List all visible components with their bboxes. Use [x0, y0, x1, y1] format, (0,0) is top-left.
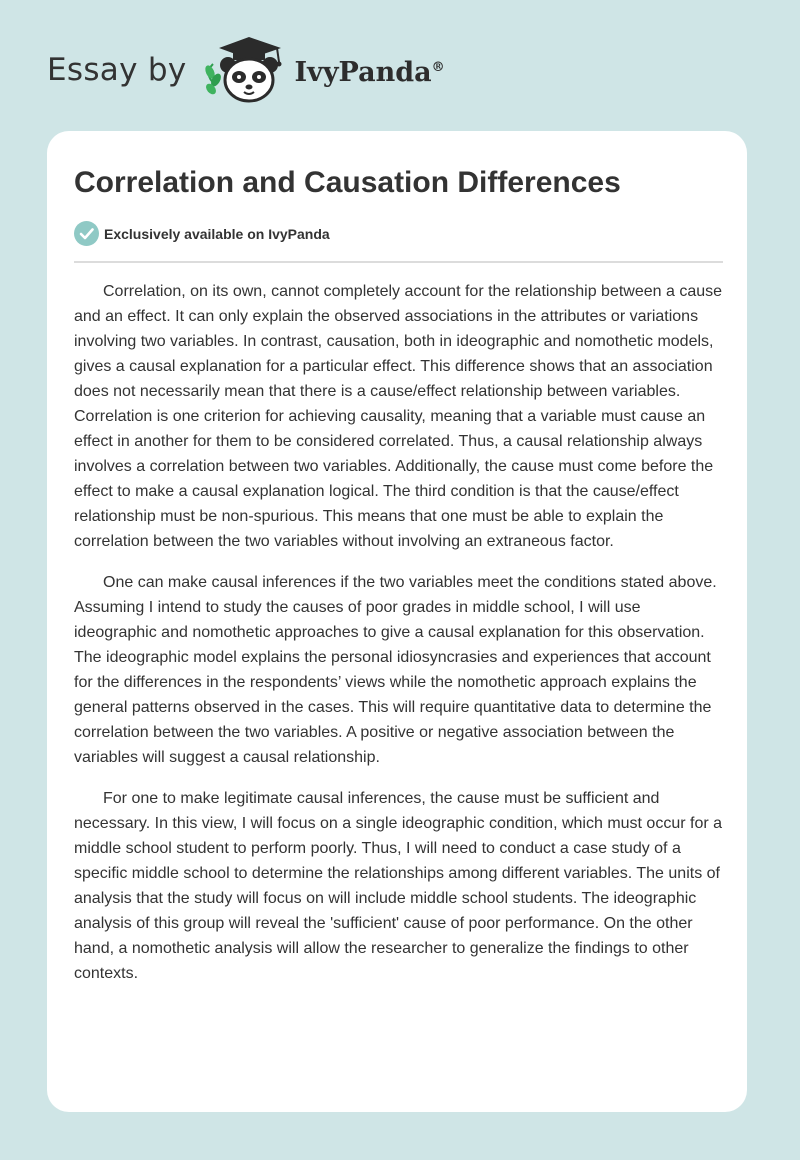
registered-mark: ®: [431, 59, 445, 75]
exclusive-badge-text: Exclusively available on IvyPanda: [104, 225, 330, 242]
exclusive-badge: [74, 221, 330, 246]
essay-title: Correlation and Causation Differences: [74, 166, 621, 199]
essay-card: [47, 131, 747, 1112]
essay-paragraph: Correlation, on its own, cannot completely account for the relationship between a cause and an effect. It can only explain the observed associations in the attributes or variations involving two variables. In contrast, causation, both in ideographic and nomothetic models, gives a causal explanation for a particular effect. This difference shows that an association does not necessarily mean that there is a cause/effect relationship between variables. Correlation is one criterion for achieving causality, meaning that a variable must cause an effect in another for them to be considered correlated. Thus, a causal relationship always involves a correlation between two variables. Additionally, the cause must come before the effect to make a causal explanation logical. The third condition is that the cause/effect relationship must be non-spurious. This means that one must be able to explain the correlation between the two variables without involving an extraneous factor.: [74, 283, 723, 550]
essay-paragraph: One can make causal inferences if the two variables meet the conditions stated above. Assuming I intend to study the causes of poor grades in middle school, I will use ideographic and nomothetic approaches to give a causal explanation for this observation. The ideographic model explains the personal idiosyncrasies and experiences that account for the differences in the respondents’ views while the nomothetic approach explains the general patterns observed in the cases. This will require quantitative data to determine the correlation between the two variables. A positive or negative association between the variables will suggest a causal relationship.: [74, 574, 717, 766]
brand-header: [47, 34, 445, 106]
brand-name: IvyPanda®: [294, 56, 445, 88]
title-divider: [74, 261, 723, 263]
brand-prefix: Essay by: [47, 52, 187, 88]
essay-body: [74, 279, 724, 1002]
check-circle-icon: [74, 221, 99, 246]
essay-paragraph: For one to make legitimate causal inferences, the cause must be sufficient and necessary. In this view, I will focus on a single ideographic condition, which must occur for a middle school student to perform poorly. Thus, I will need to conduct a case study of a specific middle school to determine the relationships among different variables. The units of analysis that the study will focus on will include middle school students. The ideographic analysis of this group will reveal the 'sufficient' cause of poor performance. On the other hand, a nomothetic analysis will allow the researcher to generalize the findings to other contexts.: [74, 790, 723, 982]
panda-logo-icon[interactable]: [201, 34, 289, 106]
